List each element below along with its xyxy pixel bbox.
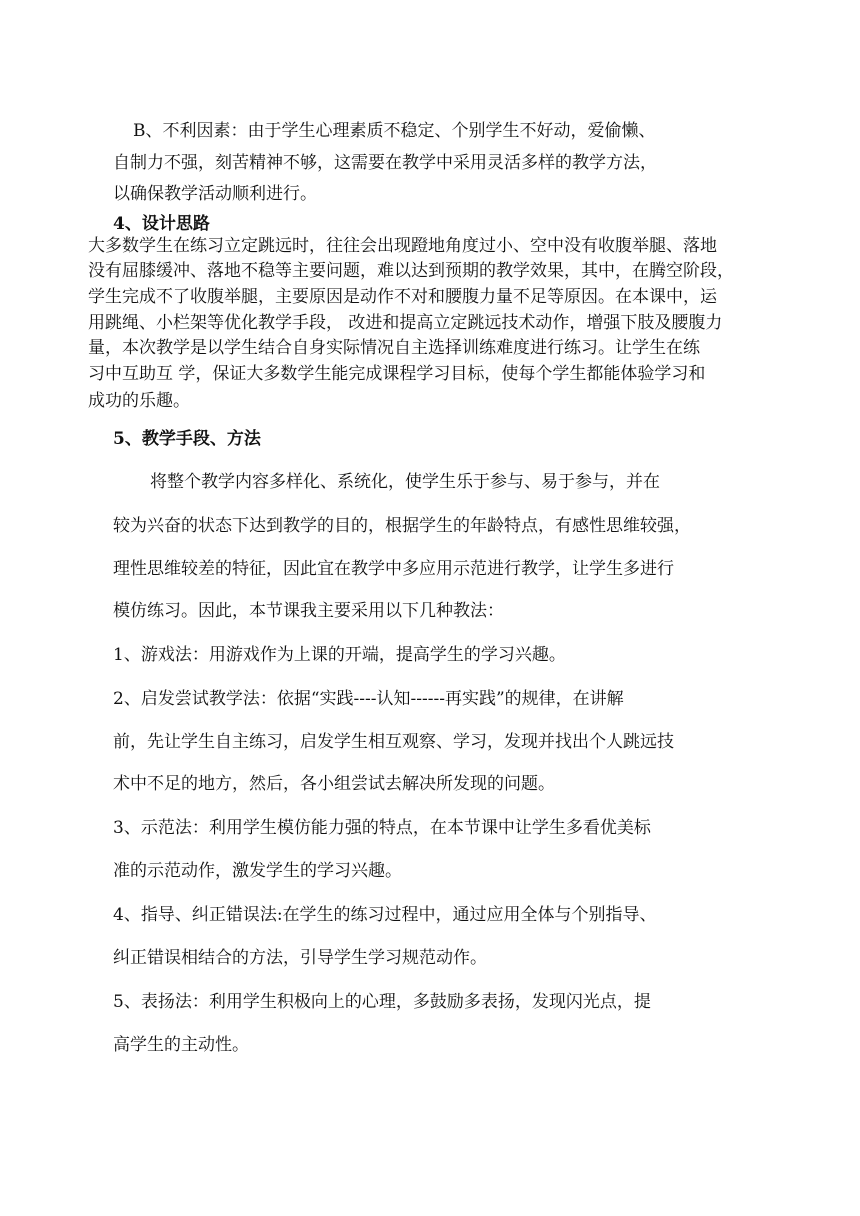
section-5-heading: 5、教学手段、方法 [113, 429, 261, 449]
method-4-line-2: 纠正错误相结合的方法，引导学生学习规范动作。 [113, 948, 487, 968]
method-4-line-1: 4、指导、纠正错误法:在学生的练习过程中，通过应用全体与个别指导、 [113, 905, 657, 925]
section-5-intro-line-4: 模仿练习。因此，本节课我主要采用以下几种教法： [113, 601, 504, 621]
method-5-line-1: 5、表扬法：利用学生积极向上的心理，多鼓励多表扬，发现闪光点，提 [113, 992, 651, 1012]
section-5-intro-line-2: 较为兴奋的状态下达到教学的目的，根据学生的年龄特点，有感性思维较强， [113, 516, 691, 536]
method-2-line-1: 2、启发尝试教学法：依据“实践----认知------再实践”的规律，在讲解 [113, 689, 624, 709]
method-2-line-3: 术中不足的地方，然后，各小组尝试去解决所发现的问题。 [113, 774, 555, 794]
method-2-line-2: 前，先让学生自主练习，启发学生相互观察、学习，发现并找出个人跳远技 [113, 732, 674, 752]
method-1-line-1: 1、游戏法：用游戏作为上课的开端，提高学生的学习兴趣。 [113, 645, 566, 665]
section-b-line-3: 以确保教学活动顺利进行。 [113, 184, 317, 204]
section-4-line-2: 没有屈膝缓冲、落地不稳等主要问题，难以达到预期的教学效果，其中，在腾空阶段， [88, 261, 734, 281]
method-3-line-1: 3、示范法：利用学生模仿能力强的特点，在本节课中让学生多看优美标 [113, 818, 651, 838]
section-4-line-1: 大多数学生在练习立定跳远时，往往会出现蹬地角度过小、空中没有收腹举腿、落地 [88, 236, 717, 256]
section-4-line-7: 成功的乐趣。 [88, 391, 190, 411]
section-5-intro-line-1: 将整个教学内容多样化、系统化，使学生乐于参与、易于参与，并在 [150, 472, 660, 492]
section-b-line-2: 自制力不强，刻苦精神不够，这需要在教学中采用灵活多样的教学方法， [113, 153, 657, 173]
section-4-line-5: 量，本次教学是以学生结合自身实际情况自主选择训练难度进行练习。让学生在练 [88, 338, 700, 358]
method-3-line-2: 准的示范动作，激发学生的学习兴趣。 [113, 861, 402, 881]
section-4-line-3: 学生完成不了收腹举腿，主要原因是动作不对和腰腹力量不足等原因。在本课中，运 [88, 287, 717, 307]
method-5-line-2: 高学生的主动性。 [113, 1035, 249, 1055]
section-4-line-4: 用跳绳、小栏架等优化教学手段， 改进和提高立定跳远技术动作，增强下肢及腰腹力 [88, 313, 723, 333]
section-4-line-6: 习中互助互 学，保证大多数学生能完成课程学习目标，使每个学生都能体验学习和 [88, 364, 706, 384]
section-5-intro-line-3: 理性思维较差的特征，因此宜在教学中多应用示范进行教学，让学生多进行 [113, 559, 674, 579]
section-4-heading: 4、设计思路 [113, 214, 210, 234]
section-b-line-1: B、不利因素：由于学生心理素质不稳定、个别学生不好动，爱偷懒、 [133, 121, 656, 141]
